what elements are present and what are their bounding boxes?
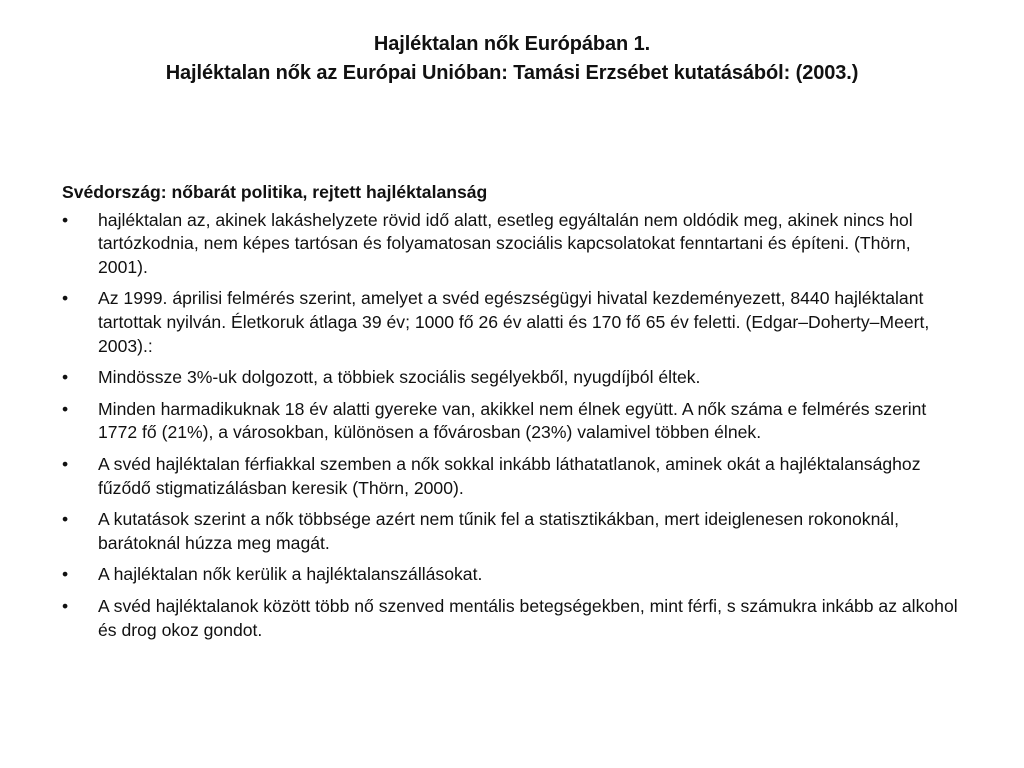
bullet-icon: • xyxy=(62,595,69,616)
bullet-item xyxy=(62,209,962,280)
bullet-icon: • xyxy=(62,398,69,419)
bullet-item xyxy=(62,508,962,555)
bullet-item xyxy=(62,398,962,445)
bullet-text: A svéd hajléktalanok között több nő szenved mentális betegségekben, mint férfi, s számukra inkább az alkohol és drog okoz gondot. xyxy=(98,595,958,640)
bullet-item xyxy=(62,595,962,642)
bullet-icon: • xyxy=(62,509,69,530)
slide-body xyxy=(62,181,962,650)
bullet-item xyxy=(62,287,962,358)
bullet-text: Minden harmadikuknak 18 év alatti gyereke van, akikkel nem élnek együtt. A nők száma e felmérés szerint 1772 fő (21%), a városokban, különösen a fővárosban (23%) valamivel többen élnek. xyxy=(98,398,927,443)
title-line-1: Hajléktalan nők Európában 1. xyxy=(373,33,651,55)
bullet-icon: • xyxy=(62,453,69,474)
bullet-list xyxy=(62,209,962,643)
bullet-icon: • xyxy=(62,288,69,309)
bullet-item xyxy=(62,563,962,587)
section-subheading: Svédország: nőbarát politika, rejtett hajléktalanság xyxy=(62,182,488,202)
bullet-text: Mindössze 3%-uk dolgozott, a többiek szociális segélyekből, nyugdíjból éltek. xyxy=(98,367,701,388)
bullet-icon: • xyxy=(62,367,69,388)
bullet-icon: • xyxy=(62,209,69,230)
bullet-text: A hajléktalan nők kerülik a hajléktalanszállásokat. xyxy=(98,564,483,585)
bullet-text: A svéd hajléktalan férfiakkal szemben a nők sokkal inkább láthatatlanok, aminek okát a hajléktalansághoz fűződő stigmatizálásban keresik (Thörn, 2000). xyxy=(98,453,921,498)
title-line-2: Hajléktalan nők az Európai Unióban: Tamási Erzsébet kutatásából: (2003.) xyxy=(165,62,859,84)
slide-title xyxy=(40,30,984,88)
bullet-item xyxy=(62,453,962,500)
bullet-text: hajléktalan az, akinek lakáshelyzete rövid idő alatt, esetleg egyáltalán nem oldódik meg, akinek nincs hol tartózkodnia, nem képes tartósan és folyamatosan szociális kapcsolatokat fenntartani és építeni. (Thörn, 2001). xyxy=(98,209,913,277)
bullet-text: A kutatások szerint a nők többsége azért nem tűnik fel a statisztikákban, mert ideiglenesen rokonoknál, barátoknál húzza meg magát. xyxy=(98,509,899,553)
bullet-icon: • xyxy=(62,564,69,585)
bullet-item xyxy=(62,366,962,390)
bullet-text: Az 1999. áprilisi felmérés szerint, amelyet a svéd egészségügyi hivatal kezdeményezett, 8440 hajléktalant tartottak nyilván. Életkoruk átlaga 39 év; 1000 fő 26 év alatti és 170 fő 65 év feletti. (Edgar–Doherty–Meert, 2003).: xyxy=(98,288,930,356)
